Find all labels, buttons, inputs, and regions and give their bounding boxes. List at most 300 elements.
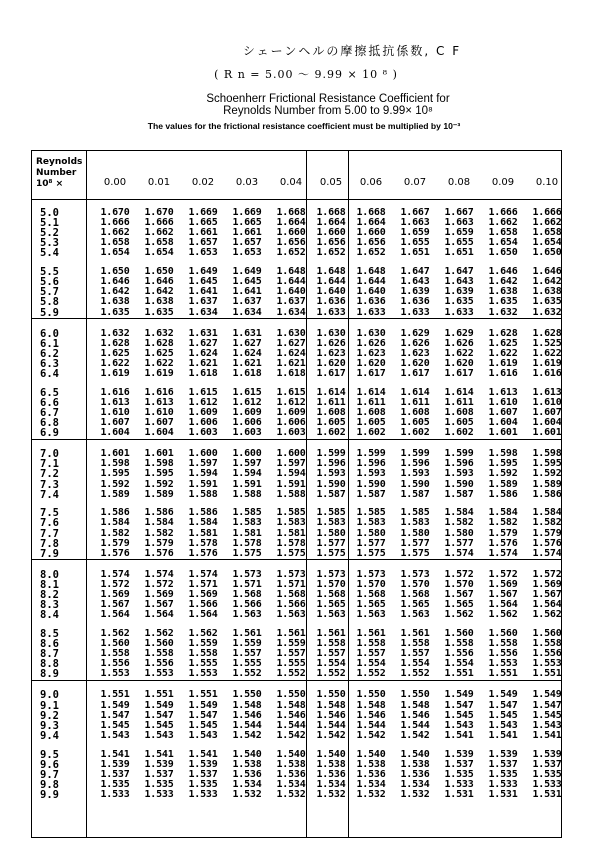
coefficient-cell: 1.621: [276, 357, 306, 369]
coefficient-cell: 1.547: [100, 709, 130, 721]
coefficient-cell: 1.550: [400, 689, 430, 701]
coefficient-cell: 1.619: [144, 368, 174, 379]
coefficient-cell: 1.532: [316, 788, 346, 800]
coefficient-cell: 1.541: [532, 729, 562, 741]
coefficient-cell: 1.619: [532, 357, 562, 369]
coefficient-cell: 1.556: [144, 658, 174, 670]
reynolds-row-label: 9.4: [40, 729, 59, 742]
reynolds-row-label: 9.8: [40, 778, 59, 791]
coefficient-cell: 1.622: [488, 347, 518, 359]
coefficient-cell: 1.627: [232, 337, 262, 349]
coefficient-cell: 1.597: [276, 458, 306, 470]
reynolds-row-label: 9.9: [40, 788, 59, 801]
coefficient-cell: 1.563: [316, 609, 346, 621]
coefficient-cell: 1.539: [144, 758, 174, 770]
column-header: 0.10: [535, 177, 559, 188]
coefficient-cell: 1.645: [188, 276, 218, 288]
coefficient-cell: 1.614: [316, 386, 346, 398]
coefficient-cell: 1.588: [188, 488, 218, 500]
coefficient-cell: 1.624: [232, 347, 262, 359]
coefficient-cell: 1.572: [488, 568, 518, 580]
coefficient-cell: 1.553: [532, 658, 562, 670]
coefficient-cell: 1.602: [444, 427, 474, 439]
coefficient-cell: 1.582: [532, 517, 562, 529]
coefficient-cell: 1.555: [232, 658, 262, 670]
coefficient-cell: 1.539: [444, 748, 474, 760]
reynolds-row-label: 9.7: [40, 768, 59, 781]
coefficient-cell: 1.558: [532, 638, 562, 649]
reynolds-row-label: 6.8: [40, 417, 59, 429]
reynolds-row-label: 6.3: [40, 357, 59, 370]
coefficient-cell: 1.584: [532, 507, 562, 519]
reynolds-row-label: 7.7: [40, 527, 59, 540]
coefficient-cell: 1.587: [444, 488, 474, 500]
coefficient-cell: 1.637: [188, 296, 218, 308]
coefficient-cell: 1.571: [232, 578, 262, 590]
coefficient-cell: 1.588: [276, 488, 306, 500]
reynolds-row-label: 6.9: [40, 427, 59, 440]
coefficient-cell: 1.547: [532, 699, 562, 711]
coefficient-cell: 1.652: [316, 247, 346, 259]
coefficient-cell: 1.610: [144, 406, 174, 418]
coefficient-cell: 1.565: [356, 599, 386, 611]
coefficient-cell: 1.632: [488, 306, 518, 318]
coefficient-cell: 1.625: [100, 347, 130, 359]
coefficient-cell: 1.585: [316, 507, 346, 519]
coefficient-cell: 1.551: [488, 668, 518, 680]
coefficient-cell: 1.570: [316, 578, 346, 590]
coefficient-cell: 1.596: [356, 458, 386, 470]
coefficient-cell: 1.531: [532, 788, 562, 800]
coefficient-cell: 1.623: [316, 347, 346, 359]
coefficient-cell: 1.583: [276, 517, 306, 529]
coefficient-cell: 1.550: [316, 689, 346, 701]
coefficient-cell: 1.627: [188, 337, 218, 349]
coefficient-cell: 1.647: [400, 266, 430, 278]
coefficient-cell: 1.591: [276, 478, 306, 490]
coefficient-cell: 1.570: [356, 578, 386, 590]
coefficient-cell: 1.653: [232, 247, 262, 259]
coefficient-cell: 1.563: [276, 609, 306, 621]
coefficient-cell: 1.631: [232, 327, 262, 339]
coefficient-cell: 1.643: [400, 276, 430, 288]
coefficient-cell: 1.532: [400, 788, 430, 800]
coefficient-cell: 1.621: [188, 357, 218, 369]
coefficient-cell: 1.663: [444, 217, 474, 229]
coefficient-cell: 1.595: [144, 468, 174, 480]
reynolds-row-label: 6.4: [40, 368, 59, 380]
coefficient-cell: 1.557: [232, 648, 262, 660]
coefficient-cell: 1.650: [532, 247, 562, 259]
coefficient-cell: 1.589: [100, 488, 130, 500]
coefficient-cell: 1.562: [444, 609, 474, 621]
reynolds-row-label: 5.6: [40, 276, 59, 289]
coefficient-cell: 1.643: [444, 276, 474, 288]
coefficient-cell: 1.630: [276, 327, 306, 339]
coefficient-cell: 1.549: [444, 689, 474, 701]
coefficient-cell: 1.652: [276, 247, 306, 259]
coefficient-cell: 1.635: [444, 296, 474, 308]
coefficient-cell: 1.558: [488, 638, 518, 649]
coefficient-cell: 1.599: [316, 448, 346, 460]
coefficient-cell: 1.584: [444, 507, 474, 519]
coefficient-cell: 1.533: [444, 778, 474, 790]
coefficient-cell: 1.535: [532, 768, 562, 780]
coefficient-cell: 1.547: [188, 709, 218, 721]
coefficient-cell: 1.546: [356, 709, 386, 721]
coefficient-cell: 1.636: [316, 296, 346, 308]
english-title-line2: Reynolds Number from 5.00 to 9.99× 10⁸: [223, 105, 433, 117]
coefficient-cell: 1.609: [232, 406, 262, 418]
coefficient-cell: 1.608: [444, 406, 474, 418]
coefficient-cell: 1.543: [444, 719, 474, 731]
reynolds-row-label: 8.1: [40, 578, 59, 591]
rn-head-line3: 10⁸ ×: [36, 179, 64, 189]
coefficient-cell: 1.661: [188, 227, 218, 239]
reynolds-row-label: 5.9: [40, 306, 59, 319]
coefficient-cell: 1.599: [444, 448, 474, 460]
coefficient-cell: 1.618: [232, 368, 262, 379]
coefficient-cell: 1.572: [144, 578, 174, 590]
coefficient-cell: 1.583: [316, 517, 346, 529]
coefficient-cell: 1.525: [532, 337, 562, 349]
coefficient-cell: 1.549: [488, 689, 518, 701]
coefficient-cell: 1.578: [232, 537, 262, 549]
coefficient-cell: 1.589: [144, 488, 174, 500]
coefficient-cell: 1.538: [276, 758, 306, 770]
reynolds-row-label: 8.3: [40, 599, 59, 612]
coefficient-cell: 1.562: [144, 627, 174, 639]
coefficient-cell: 1.584: [100, 517, 130, 529]
coefficient-cell: 1.551: [188, 689, 218, 701]
coefficient-cell: 1.661: [232, 227, 262, 239]
coefficient-cell: 1.575: [400, 547, 430, 559]
coefficient-cell: 1.534: [276, 778, 306, 790]
multiplier-note: The values for the frictional resistance coefficient must be multiplied by 10⁻³: [147, 121, 461, 131]
coefficient-cell: 1.625: [488, 337, 518, 349]
coefficient-cell: 1.617: [316, 368, 346, 379]
coefficient-cell: 1.637: [232, 296, 262, 308]
coefficient-cell: 1.590: [356, 478, 386, 490]
column-header: 0.02: [191, 177, 215, 188]
coefficient-cell: 1.538: [316, 758, 346, 770]
reynolds-row-label: 8.8: [40, 658, 59, 671]
coefficient-cell: 1.606: [232, 417, 262, 428]
coefficient-cell: 1.642: [488, 276, 518, 288]
coefficient-cell: 1.608: [356, 406, 386, 418]
reynolds-row-label: 9.1: [40, 699, 59, 712]
coefficient-cell: 1.651: [400, 247, 430, 259]
coefficient-cell: 1.656: [356, 237, 386, 249]
coefficient-cell: 1.652: [356, 247, 386, 259]
coefficient-cell: 1.536: [232, 768, 262, 780]
coefficient-cell: 1.542: [276, 729, 306, 741]
coefficient-cell: 1.636: [356, 296, 386, 308]
coefficient-cell: 1.587: [316, 488, 346, 500]
reynolds-row-label: 7.0: [40, 448, 59, 461]
coefficient-cell: 1.660: [316, 227, 346, 239]
coefficient-cell: 1.581: [276, 527, 306, 539]
coefficient-cell: 1.626: [316, 337, 346, 349]
coefficient-cell: 1.575: [316, 547, 346, 559]
coefficient-cell: 1.655: [400, 237, 430, 249]
coefficient-cell: 1.534: [316, 778, 346, 790]
coefficient-cell: 1.543: [100, 729, 130, 741]
coefficient-cell: 1.574: [188, 568, 218, 580]
coefficient-cell: 1.558: [400, 638, 430, 649]
coefficient-cell: 1.574: [444, 547, 474, 559]
coefficient-cell: 1.636: [400, 296, 430, 308]
coefficient-cell: 1.579: [532, 527, 562, 539]
coefficient-cell: 1.542: [356, 729, 386, 741]
coefficient-cell: 1.546: [316, 709, 346, 721]
coefficient-cell: 1.548: [232, 699, 262, 711]
coefficient-cell: 1.556: [488, 648, 518, 660]
coefficient-cell: 1.617: [400, 368, 430, 379]
coefficient-cell: 1.553: [488, 658, 518, 670]
coefficient-cell: 1.670: [144, 207, 174, 218]
coefficient-cell: 1.562: [188, 627, 218, 639]
coefficient-cell: 1.551: [444, 668, 474, 680]
coefficient-cell: 1.542: [232, 729, 262, 741]
coefficient-cell: 1.593: [316, 468, 346, 480]
reynolds-row-label: 7.6: [40, 517, 59, 530]
coefficient-cell: 1.658: [532, 227, 562, 239]
coefficient-cell: 1.585: [400, 507, 430, 519]
coefficient-cell: 1.650: [488, 247, 518, 259]
coefficient-cell: 1.613: [488, 386, 518, 398]
coefficient-cell: 1.635: [488, 296, 518, 308]
coefficient-cell: 1.552: [276, 668, 306, 680]
coefficient-cell: 1.550: [232, 689, 262, 701]
coefficient-cell: 1.589: [532, 478, 562, 490]
coefficient-cell: 1.562: [532, 609, 562, 621]
coefficient-cell: 1.554: [316, 658, 346, 670]
coefficient-cell: 1.556: [444, 648, 474, 660]
coefficient-cell: 1.551: [100, 689, 130, 701]
coefficient-cell: 1.541: [144, 748, 174, 760]
coefficient-cell: 1.580: [400, 527, 430, 539]
coefficient-cell: 1.535: [144, 778, 174, 790]
coefficient-cell: 1.620: [356, 357, 386, 369]
coefficient-cell: 1.662: [532, 217, 562, 229]
coefficient-cell: 1.574: [144, 568, 174, 580]
coefficient-cell: 1.546: [232, 709, 262, 721]
reynolds-row-label: 6.0: [40, 327, 59, 340]
coefficient-cell: 1.662: [100, 227, 130, 239]
coefficient-cell: 1.547: [444, 699, 474, 711]
coefficient-cell: 1.632: [100, 327, 130, 339]
coefficient-cell: 1.571: [276, 578, 306, 590]
coefficient-cell: 1.620: [400, 357, 430, 369]
reynolds-row-label: 7.3: [40, 478, 59, 491]
reynolds-row-label: 7.4: [40, 488, 59, 501]
english-title-line1: Schoenherr Frictional Resistance Coefficient for: [206, 93, 450, 105]
coefficient-cell: 1.666: [100, 217, 130, 229]
coefficient-cell: 1.548: [400, 699, 430, 711]
coefficient-cell: 1.542: [400, 729, 430, 741]
coefficient-cell: 1.558: [356, 638, 386, 649]
coefficient-cell: 1.532: [356, 788, 386, 800]
japanese-title: シェーンヘルの摩擦抵抗係数, C F: [242, 44, 462, 58]
coefficient-cell: 1.564: [532, 599, 562, 611]
coefficient-cell: 1.545: [100, 719, 130, 731]
coefficient-cell: 1.561: [316, 627, 346, 639]
coefficient-cell: 1.568: [316, 589, 346, 600]
coefficient-cell: 1.627: [276, 337, 306, 349]
coefficient-cell: 1.616: [100, 386, 130, 398]
coefficient-cell: 1.603: [232, 427, 262, 439]
coefficient-cell: 1.615: [188, 386, 218, 398]
coefficient-cell: 1.622: [100, 357, 130, 369]
coefficient-cell: 1.669: [232, 207, 262, 218]
coefficient-cell: 1.662: [144, 227, 174, 239]
coefficient-cell: 1.617: [356, 368, 386, 379]
coefficient-cell: 1.638: [532, 286, 562, 298]
section-divider: [32, 680, 561, 681]
coefficient-cell: 1.578: [188, 537, 218, 549]
coefficient-cell: 1.557: [356, 648, 386, 660]
coefficient-cell: 1.613: [100, 396, 130, 408]
coefficient-cell: 1.544: [356, 719, 386, 731]
coefficient-cell: 1.603: [188, 427, 218, 439]
reynolds-row-label: 8.5: [40, 627, 59, 640]
coefficient-cell: 1.548: [316, 699, 346, 711]
coefficient-cell: 1.555: [188, 658, 218, 670]
coefficient-cell: 1.570: [400, 578, 430, 590]
coefficient-cell: 1.571: [188, 578, 218, 590]
coefficient-cell: 1.600: [276, 448, 306, 460]
coefficient-cell: 1.601: [488, 427, 518, 439]
coefficient-cell: 1.601: [532, 427, 562, 439]
coefficient-cell: 1.646: [100, 276, 130, 288]
coefficient-cell: 1.610: [532, 396, 562, 408]
coefficient-cell: 1.534: [232, 778, 262, 790]
coefficient-cell: 1.657: [232, 237, 262, 249]
coefficient-cell: 1.585: [356, 507, 386, 519]
coefficient-cell: 1.642: [100, 286, 130, 298]
coefficient-cell: 1.580: [316, 527, 346, 539]
coefficient-cell: 1.554: [400, 658, 430, 670]
column-header: 0.04: [279, 177, 303, 188]
coefficient-cell: 1.554: [444, 658, 474, 670]
coefficient-cell: 1.618: [188, 368, 218, 379]
coefficient-cell: 1.549: [188, 699, 218, 711]
coefficient-cell: 1.544: [316, 719, 346, 731]
coefficient-cell: 1.537: [532, 758, 562, 770]
coefficient-cell: 1.612: [232, 396, 262, 408]
coefficient-cell: 1.632: [144, 327, 174, 339]
coefficient-cell: 1.602: [356, 427, 386, 439]
coefficient-cell: 1.660: [276, 227, 306, 239]
coefficient-cell: 1.644: [356, 276, 386, 288]
coefficient-cell: 1.541: [100, 748, 130, 760]
coefficient-cell: 1.624: [188, 347, 218, 359]
coefficient-cell: 1.553: [188, 668, 218, 680]
coefficient-cell: 1.631: [188, 327, 218, 339]
section-divider: [32, 559, 561, 560]
coefficient-cell: 1.633: [444, 306, 474, 318]
coefficient-cell: 1.611: [316, 396, 346, 408]
coefficient-cell: 1.541: [188, 748, 218, 760]
coefficient-cell: 1.622: [532, 347, 562, 359]
coefficient-cell: 1.543: [488, 719, 518, 731]
coefficient-cell: 1.550: [356, 689, 386, 701]
coefficient-cell: 1.605: [444, 417, 474, 428]
reynolds-row-label: 9.0: [40, 689, 59, 702]
coefficient-cell: 1.595: [532, 458, 562, 470]
coefficient-cell: 1.609: [276, 406, 306, 418]
coefficient-cell: 1.584: [488, 507, 518, 519]
coefficient-cell: 1.587: [356, 488, 386, 500]
coefficient-cell: 1.590: [444, 478, 474, 490]
coefficient-cell: 1.544: [232, 719, 262, 731]
coefficient-cell: 1.591: [232, 478, 262, 490]
coefficient-cell: 1.594: [232, 468, 262, 480]
column-divider: [86, 151, 87, 837]
coefficient-cell: 1.616: [532, 368, 562, 379]
coefficient-cell: 1.619: [488, 357, 518, 369]
coefficient-cell: 1.629: [444, 327, 474, 339]
coefficient-cell: 1.555: [276, 658, 306, 670]
coefficient-cell: 1.668: [356, 207, 386, 218]
coefficient-cell: 1.623: [356, 347, 386, 359]
coefficient-cell: 1.537: [488, 758, 518, 770]
coefficient-cell: 1.664: [316, 217, 346, 229]
coefficient-cell: 1.597: [232, 458, 262, 470]
coefficient-cell: 1.634: [232, 306, 262, 318]
coefficient-cell: 1.534: [400, 778, 430, 790]
coefficient-cell: 1.562: [488, 609, 518, 621]
coefficient-cell: 1.626: [444, 337, 474, 349]
coefficient-cell: 1.552: [316, 668, 346, 680]
reynolds-row-label: 8.4: [40, 609, 59, 622]
coefficient-cell: 1.628: [144, 337, 174, 349]
coefficient-cell: 1.647: [444, 266, 474, 278]
coefficient-cell: 1.543: [532, 719, 562, 731]
coefficient-cell: 1.539: [488, 748, 518, 760]
coefficient-cell: 1.564: [488, 599, 518, 611]
coefficient-cell: 1.632: [532, 306, 562, 318]
coefficient-cell: 1.572: [444, 568, 474, 580]
coefficient-cell: 1.593: [356, 468, 386, 480]
coefficient-cell: 1.567: [144, 599, 174, 611]
coefficient-cell: 1.592: [488, 468, 518, 480]
coefficient-cell: 1.536: [276, 768, 306, 780]
coefficient-cell: 1.566: [276, 599, 306, 611]
coefficient-cell: 1.638: [144, 296, 174, 308]
coefficient-cell: 1.559: [188, 638, 218, 649]
coefficient-cell: 1.615: [232, 386, 262, 398]
coefficient-cell: 1.660: [356, 227, 386, 239]
coefficient-cell: 1.545: [444, 709, 474, 721]
coefficient-cell: 1.569: [488, 578, 518, 590]
coefficient-cell: 1.648: [276, 266, 306, 278]
coefficient-cell: 1.542: [316, 729, 346, 741]
coefficient-cell: 1.531: [444, 788, 474, 800]
coefficient-cell: 1.575: [232, 547, 262, 559]
coefficient-cell: 1.547: [144, 709, 174, 721]
coefficient-cell: 1.619: [100, 368, 130, 379]
coefficient-cell: 1.618: [276, 368, 306, 379]
coefficient-cell: 1.546: [276, 709, 306, 721]
coefficient-cell: 1.617: [444, 368, 474, 379]
coefficient-cell: 1.573: [356, 568, 386, 580]
coefficient-cell: 1.540: [232, 748, 262, 760]
coefficient-cell: 1.644: [316, 276, 346, 288]
coefficient-cell: 1.629: [400, 327, 430, 339]
coefficient-cell: 1.638: [488, 286, 518, 298]
